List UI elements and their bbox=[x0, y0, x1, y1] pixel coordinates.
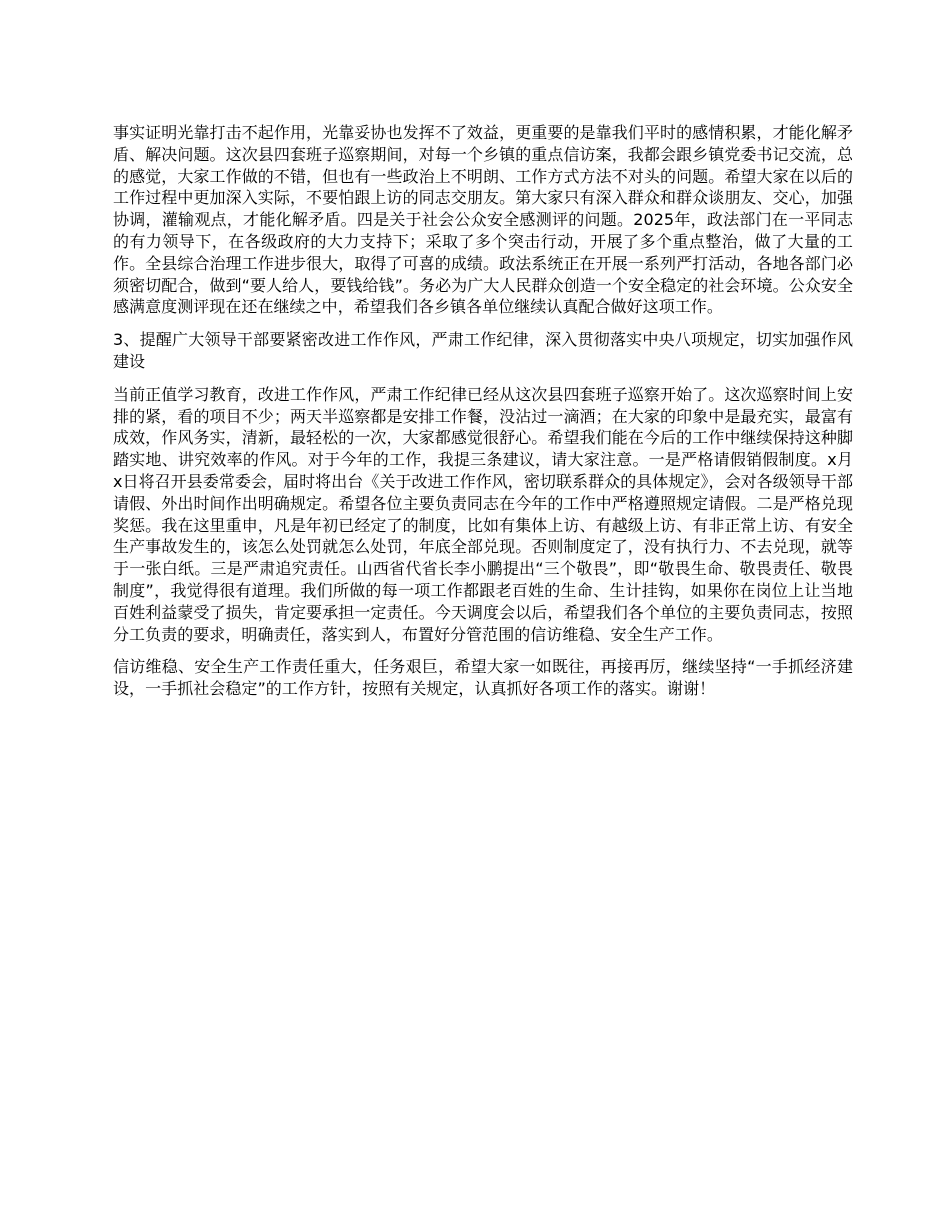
section-heading-work-style: 3、提醒广大领导干部要紧密改进工作作风，严肃工作纪律，深入贯彻落实中央八项规定，切实加强作风建设 bbox=[113, 330, 853, 371]
paragraph-social-safety: 事实证明光靠打击不起作用，光靠妥协也发挥不了效益，更重要的是靠我们平时的感情积累，才能化解矛盾、解决问题。这次县四套班子巡察期间，对每一个乡镇的重点信访案，我都会跟乡镇党委书记交流，总的感觉，大家工作做的不错，但也有一些政治上不明朗、工作方式方法不对头的问题。希望大家在以后的工作过程中更加深入实际，不要怕跟上访的同志交朋友。第大家只有深入群众和群众谈朋友、交心，加强协调，灌输观点，才能化解矛盾。四是关于社会公众安全感测评的问题。2025年，政法部门在一平同志的有力领导下，在各级政府的大力支持下；采取了多个突击行动，开展了多个重点整治，做了大量的工作。全县综合治理工作进步很大，取得了可喜的成绩。政法系统正在开展一系列严打活动，各地各部门必须密切配合，做到“要人给人，要钱给钱”。务必为广大人民群众创造一个安全稳定的社会环境。公众安全感满意度测评现在还在继续之中，希望我们各乡镇各单位继续认真配合做好这项工作。 bbox=[113, 123, 853, 317]
paragraph-work-style: 当前正值学习教育，改进工作作风，严肃工作纪律已经从这次县四套班子巡察开始了。这次巡察时间上安排的紧，看的项目不少；两天半巡察都是安排工作餐，没沾过一滴酒；在大家的印象中是最充实，最富有成效，作风务实，清新，最轻松的一次，大家都感觉很舒心。希望我们能在今后的工作中继续保持这种脚踏实地、讲究效率的作风。对于今年的工作，我提三条建议，请大家注意。一是严格请假销假制度。x月x日将召开县委常委会，届时将出台《关于改进工作作风，密切联系群众的具体规定》，会对各级领导干部请假、外出时间作出明确规定。希望各位主要负责同志在今年的工作中严格遵照规定请假。二是严格兑现奖惩。我在这里重申，凡是年初已经定了的制度，比如有集体上访、有越级上访、有非正常上访、有安全生产事故发生的，该怎么处罚就怎么处罚，年底全部兑现。否则制度定了，没有执行力、不去兑现，就等于一张白纸。三是严肃追究责任。山西省代省长李小鹏提出“三个敬畏”，即“敬畏生命、敬畏责任、敬畏制度”，我觉得很有道理。我们所做的每一项工作都跟老百姓的生命、生计挂钩，如果你在岗位上让当地百姓利益蒙受了损失，肯定要承担一定责任。今天调度会以后，希望我们各个单位的主要负责同志，按照分工负责的要求，明确责任，落实到人，布置好分管范围的信访维稳、安全生产工作。 bbox=[113, 384, 853, 644]
paragraph-closing: 信访维稳、安全生产工作责任重大，任务艰巨，希望大家一如既往，再接再厉，继续坚持“一手抓经济建设，一手抓社会稳定”的工作方针，按照有关规定，认真抓好各项工作的落实。谢谢！ bbox=[113, 657, 853, 699]
document-page bbox=[113, 122, 853, 711]
